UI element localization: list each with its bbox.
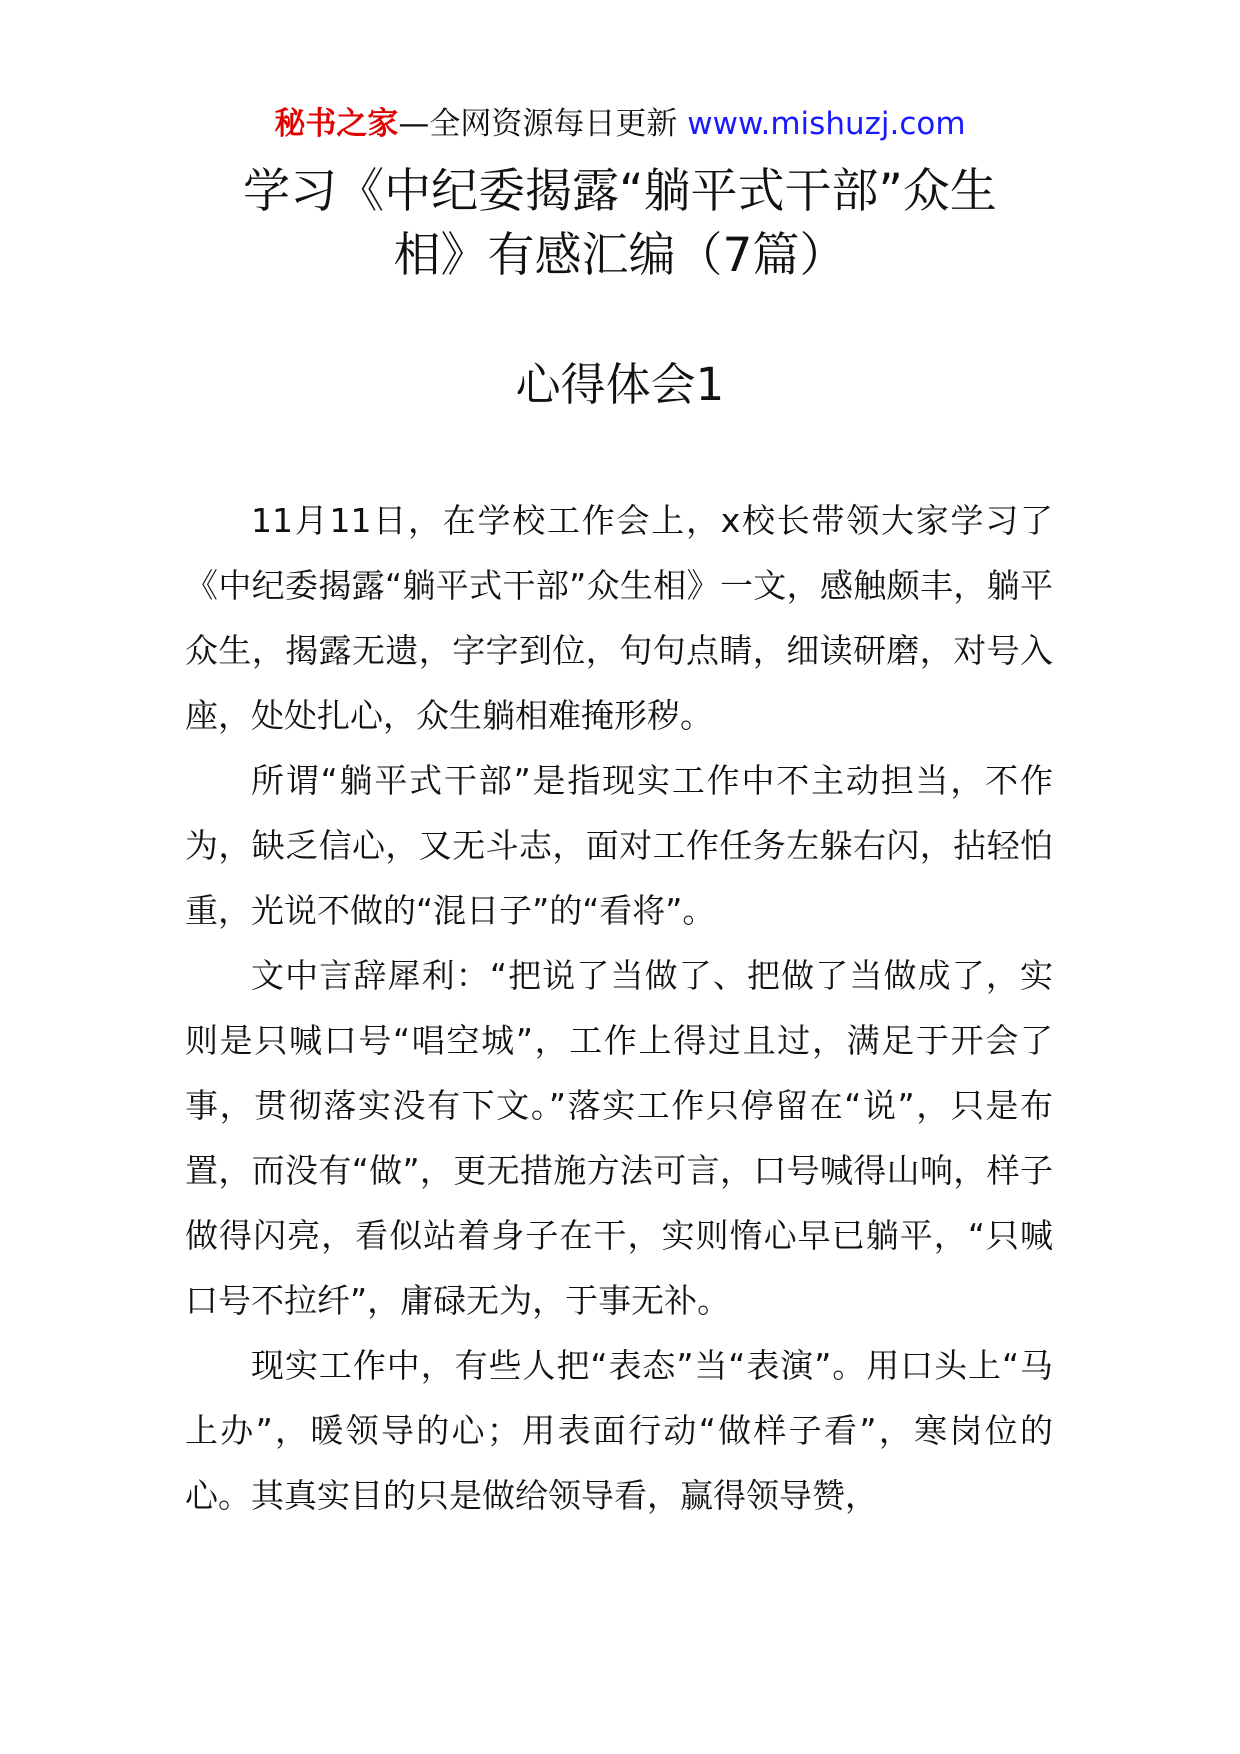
paragraph-2: 所谓“躺平式干部”是指现实工作中不主动担当，不作为，缺乏信心，又无斗志，面对工作任务左躲右闪，拈轻怕重，光说不做的“混日子”的“看将”。 [185, 761, 1053, 930]
paragraph-4: 现实工作中，有些人把“表态”当“表演”。用口头上“马上办”，暖领导的心；用表面行动“做样子看”，寒岗位的心。其真实目的只是做给领导看，赢得领导赞， [185, 1346, 1053, 1515]
brand-name: 秘书之家 [274, 106, 399, 142]
title-line-1: 学习《中纪委揭露“躺平式干部”众生 [243, 164, 997, 219]
body-text [185, 488, 1053, 1528]
document-title [150, 160, 1090, 288]
header-banner [0, 104, 1240, 144]
paragraph-3: 文中言辞犀利：“把说了当做了、把做了当做成了，实则是只喊口号“唱空城”，工作上得过且过，满足于开会了事，贯彻落实没有下文。”落实工作只停留在“说”，只是布置，而没有“做”，更无措施方法可言，口号喊得山响，样子做得闪亮，看似站着身子在干，实则惰心早已躺平，“只喊口号不拉纤”，庸碌无为，于事无补。 [185, 956, 1053, 1320]
header-tagline: —全网资源每日更新 [398, 106, 688, 142]
section-heading: 心得体会1 [515, 358, 725, 411]
paragraph-1: 11月11日，在学校工作会上，x校长带领大家学习了《中纪委揭露“躺平式干部”众生相》一文，感触颇丰，躺平众生，揭露无遗，字字到位，句句点睛，细读研磨，对号入座，处处扎心，众生躺相难掩形秽。 [185, 501, 1053, 735]
site-link[interactable]: www.mishuzj.com [687, 106, 966, 142]
title-line-2: 相》有感汇编（7篇） [393, 228, 847, 283]
